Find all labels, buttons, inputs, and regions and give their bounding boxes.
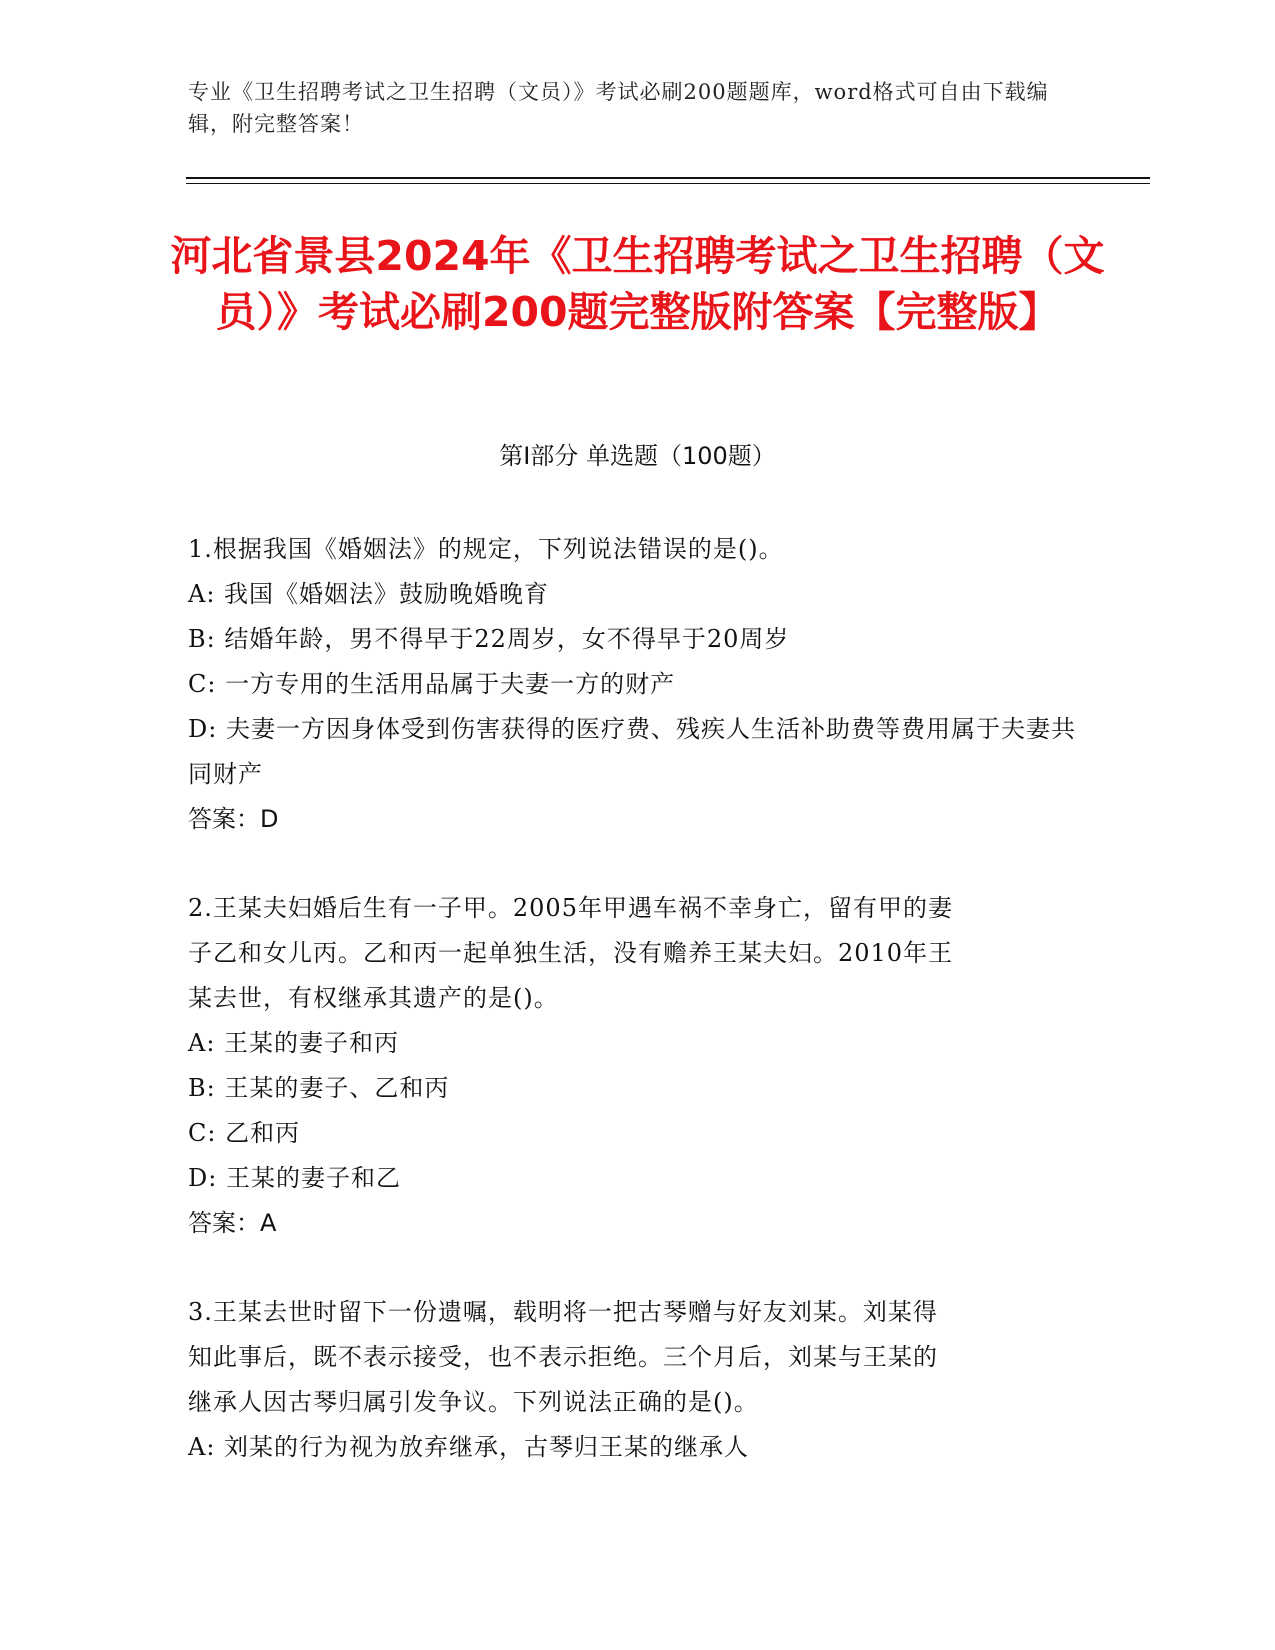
option-a: A: 王某的妻子和丙 bbox=[188, 1029, 400, 1057]
question-stem-line: 继承人因古琴归属引发争议。下列说法正确的是()。 bbox=[188, 1388, 759, 1416]
option-b: B: 结婚年龄，男不得早于22周岁，女不得早于20周岁 bbox=[188, 625, 790, 653]
question-1 bbox=[188, 527, 1078, 842]
question-stem-line: 2.王某夫妇婚后生有一子甲。2005年甲遇车祸不幸身亡，留有甲的妻 bbox=[188, 894, 953, 922]
option-d: D: 夫妻一方因身体受到伤害获得的医疗费、残疾人生活补助费等费用属于夫妻共同财产 bbox=[188, 715, 1076, 788]
question-stem-line: 知此事后，既不表示接受，也不表示拒绝。三个月后，刘某与王某的 bbox=[188, 1343, 938, 1371]
question-list bbox=[188, 527, 1078, 1514]
option-c: C: 乙和丙 bbox=[188, 1119, 301, 1147]
option-b: B: 王某的妻子、乙和丙 bbox=[188, 1074, 450, 1102]
question-stem-line: 某去世，有权继承其遗产的是()。 bbox=[188, 984, 559, 1012]
option-a: A: 刘某的行为视为放弃继承，古琴归王某的继承人 bbox=[188, 1433, 750, 1461]
section-heading: 第Ⅰ部分 单选题（100题） bbox=[499, 442, 776, 470]
question-stem-line: 3.王某去世时留下一份遗嘱，载明将一把古琴赠与好友刘某。刘某得 bbox=[188, 1298, 938, 1326]
header-divider-thick bbox=[186, 177, 1150, 179]
option-c: C: 一方专用的生活用品属于夫妻一方的财产 bbox=[188, 670, 676, 698]
header-divider-thin bbox=[186, 183, 1150, 184]
header-note: 专业《卫生招聘考试之卫生招聘（文员）》考试必刷200题题库，word格式可自由下载编辑，附完整答案！ bbox=[188, 80, 1049, 136]
option-a: A: 我国《婚姻法》鼓励晚婚晚育 bbox=[188, 580, 550, 608]
question-3 bbox=[188, 1290, 1078, 1470]
question-stem-line: 1.根据我国《婚姻法》的规定，下列说法错误的是()。 bbox=[188, 535, 784, 563]
question-stem-line: 子乙和女儿丙。乙和丙一起单独生活，没有赡养王某夫妇。2010年王 bbox=[188, 939, 954, 967]
answer: 答案：A bbox=[188, 1209, 277, 1237]
option-d: D: 王某的妻子和乙 bbox=[188, 1164, 401, 1192]
answer: 答案：D bbox=[188, 805, 279, 833]
document-title: 河北省景县2024年《卫生招聘考试之卫生招聘（文员）》考试必刷200题完整版附答案【完整版】 bbox=[170, 232, 1105, 336]
question-2 bbox=[188, 886, 1078, 1246]
